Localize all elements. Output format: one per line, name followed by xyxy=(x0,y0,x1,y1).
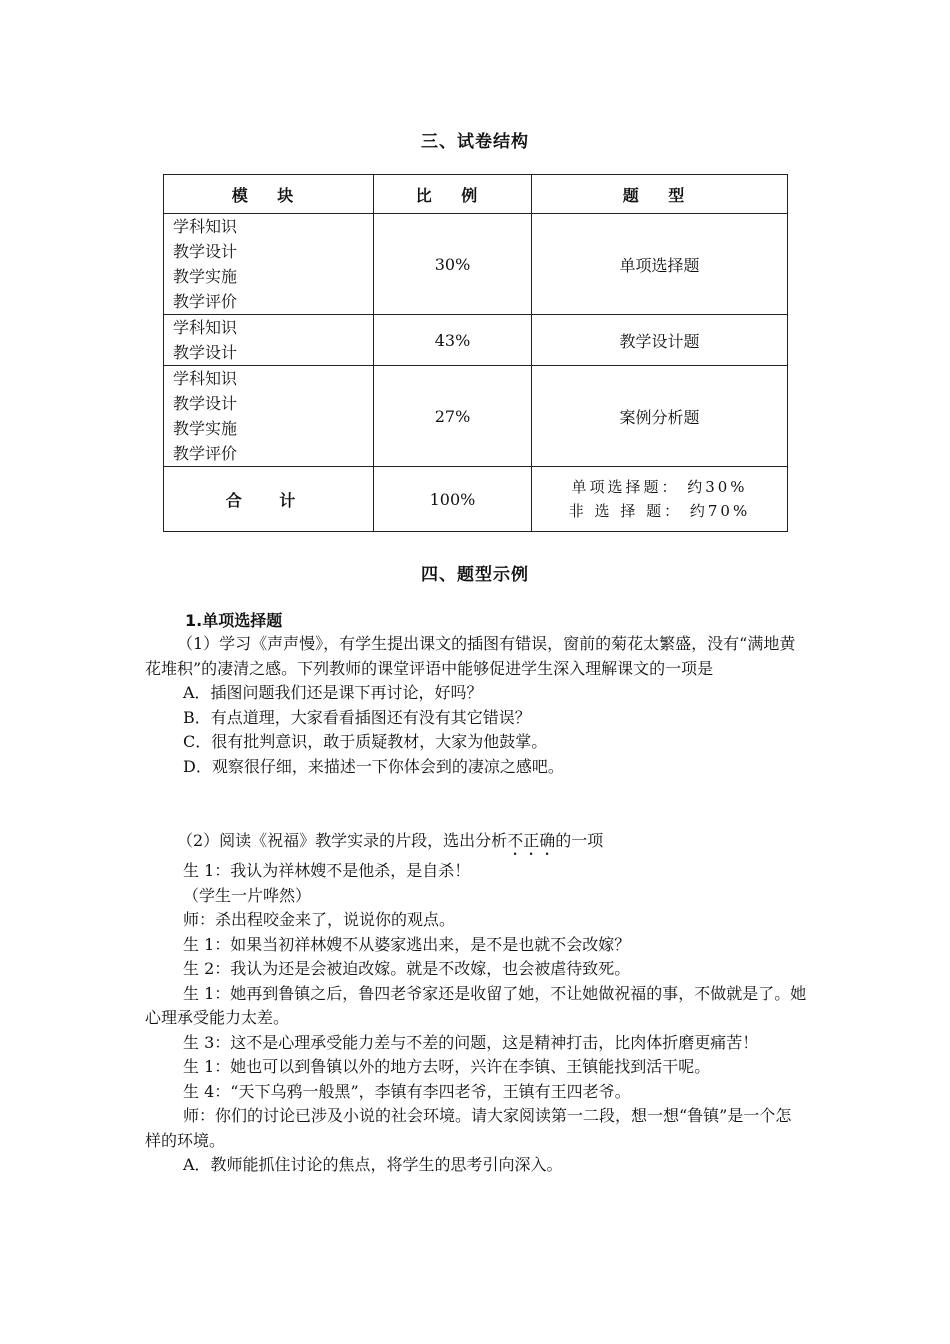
dialogue-line: 师：杀出程咬金来了，说说你的观点。 xyxy=(183,910,456,929)
option-a: A．插图问题我们还是课下再讨论，好吗？ xyxy=(183,683,483,702)
total-summary-cell xyxy=(532,467,788,532)
module-item: 学科知识 xyxy=(173,217,238,236)
stem-emphasis: 不正确 xyxy=(507,831,556,850)
module-item: 教学评价 xyxy=(173,292,238,311)
section-4-title: 四、题型示例 xyxy=(421,565,529,585)
module-item: 学科知识 xyxy=(173,318,238,337)
module-item: 教学评价 xyxy=(173,444,238,463)
exam-structure-table xyxy=(163,174,788,532)
module-item: 教学设计 xyxy=(173,343,238,362)
ratio-cell: 30% xyxy=(374,214,532,315)
module-cell xyxy=(164,214,374,315)
subsection-title: 1.单项选择题 xyxy=(185,611,283,630)
ratio-cell: 27% xyxy=(374,366,532,467)
dialogue-line: 生 4：“天下乌鸦一般黑”，李镇有李四老爷，王镇有王四老爷。 xyxy=(183,1081,631,1101)
option-c: C．很有批判意识，敢于质疑教材，大家为他鼓掌。 xyxy=(183,732,548,751)
question-1 xyxy=(145,632,807,779)
table-header-row xyxy=(164,175,788,214)
stem-prefix: （2）阅读《祝福》教学实录的片段，选出分析 xyxy=(177,831,508,850)
dialogue-line: 生 2：我认为还是会被迫改嫁。就是不改嫁，也会被虐待致死。 xyxy=(183,959,631,978)
module-item: 教学实施 xyxy=(173,419,238,438)
dialogue-line: 生 1：她再到鲁镇之后，鲁四老爷家还是收留了她，不让她做祝福的事，不做就是了。她心理承受能力太差。 xyxy=(145,983,807,1027)
summary-line-nonchoice: 非 选 择 题： 约70% xyxy=(568,502,751,520)
option-a: A．教师能抓住讨论的焦点，将学生的思考引向深入。 xyxy=(183,1155,563,1174)
stem-suffix: 的一项 xyxy=(555,831,604,850)
table-row xyxy=(164,214,788,315)
type-cell: 案例分析题 xyxy=(532,366,788,467)
module-cell xyxy=(164,366,374,467)
ratio-cell: 43% xyxy=(374,315,532,366)
module-item: 教学设计 xyxy=(173,242,238,261)
dialogue-line: （学生一片哗然） xyxy=(183,885,312,905)
table-row xyxy=(164,315,788,366)
question-2 xyxy=(145,829,807,1178)
section-3-title: 三、试卷结构 xyxy=(421,132,529,152)
total-ratio: 100% xyxy=(374,467,532,532)
header-type: 题 型 xyxy=(532,175,788,214)
type-cell: 单项选择题 xyxy=(532,214,788,315)
question-stem xyxy=(145,829,807,859)
table-row xyxy=(164,366,788,467)
dialogue-line: 师：你们的讨论已涉及小说的社会环境。请大家阅读第一二段，想一想“鲁镇”是一个怎样的环境。 xyxy=(145,1106,792,1150)
dialogue-line: 生 1：她也可以到鲁镇以外的地方去呀，兴许在李镇、王镇能找到活干呢。 xyxy=(183,1057,711,1076)
option-b: B．有点道理，大家看看插图还有没有其它错误？ xyxy=(183,707,531,727)
total-label: 合 计 xyxy=(164,467,374,532)
header-module: 模 块 xyxy=(164,175,374,214)
module-item: 教学实施 xyxy=(173,267,238,286)
type-cell: 教学设计题 xyxy=(532,315,788,366)
dialogue-line: 生 1：我认为祥林嫂不是他杀，是自杀！ xyxy=(183,861,471,880)
summary-line-choice: 单项选择题： 约30% xyxy=(571,478,748,496)
dialogue-line: 生 1：如果当初祥林嫂不从婆家逃出来，是不是也就不会改嫁？ xyxy=(183,934,631,954)
question-stem: （1）学习《声声慢》，有学生提出课文的插图有错误，窗前的菊花太繁盛，没有“满地黄花堆积”的凄清之感。下列教师的课堂评语中能够促进学生深入理解课文的一项是 xyxy=(145,634,796,678)
option-d: D．观察很仔细，来描述一下你体会到的凄凉之感吧。 xyxy=(183,756,564,776)
dialogue-line: 生 3：这不是心理承受能力差与不差的问题，这是精神打击，比肉体折磨更痛苦！ xyxy=(183,1032,759,1052)
module-item: 教学设计 xyxy=(173,394,238,413)
table-total-row xyxy=(164,467,788,532)
module-cell xyxy=(164,315,374,366)
module-item: 学科知识 xyxy=(173,369,238,388)
header-ratio: 比 例 xyxy=(374,175,532,214)
